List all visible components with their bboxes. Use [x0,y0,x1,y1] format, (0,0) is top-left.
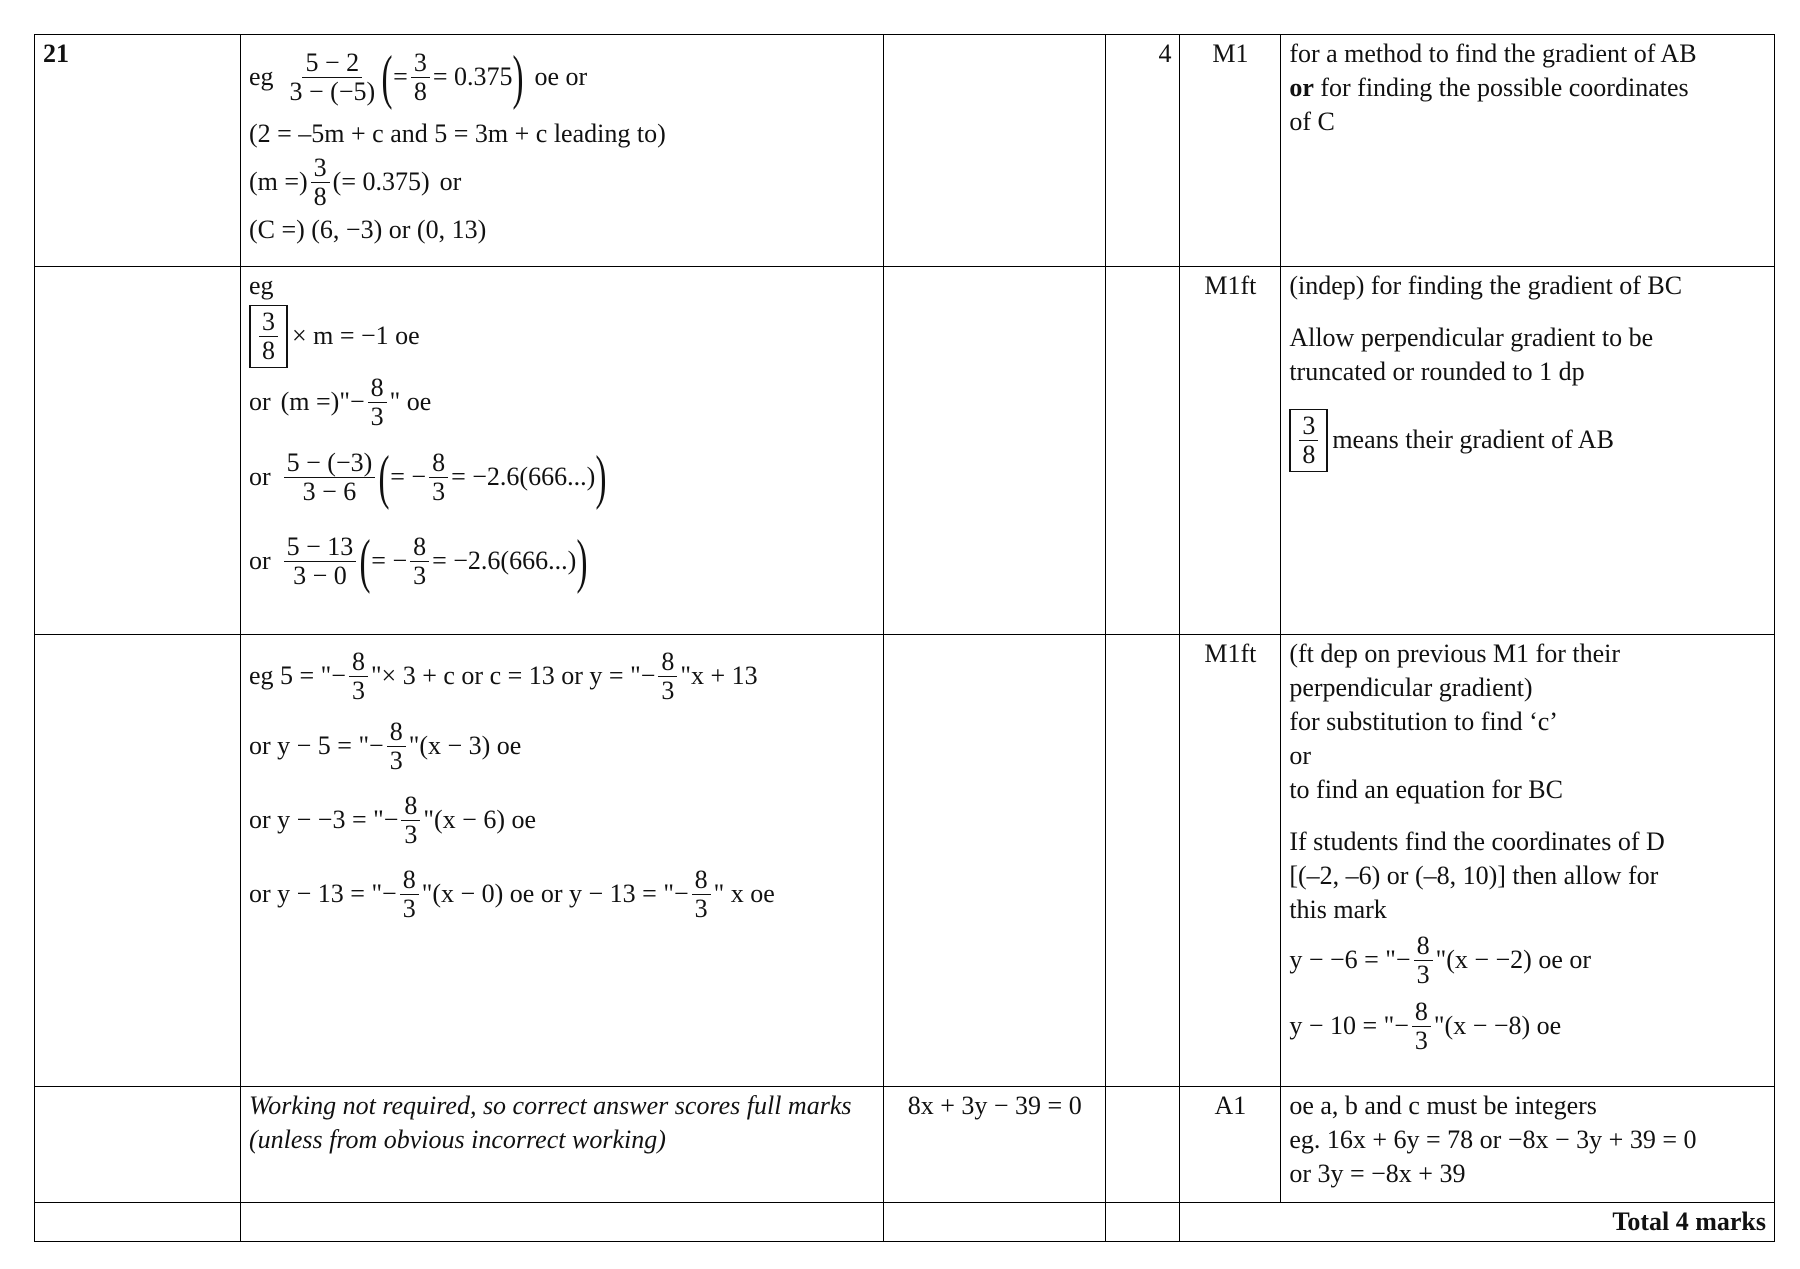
fraction: $\frac{3}{8}$ [311,154,330,211]
table-row [35,1087,1775,1203]
bracket-box: $\frac{3}{8}$ [249,305,288,368]
table-row [35,635,1775,1087]
mark-code: M1ft [1180,267,1281,635]
mark-code: A1 [1180,1087,1281,1203]
answer-cell [884,35,1106,267]
table-row [35,267,1775,635]
notes-cell: oe a, b and c must be integers eg. 16x + 6y = 78 or −8x − 3y + 39 = 0 or 3y = −8x + 39 [1281,1087,1775,1203]
mark-scheme-table [34,34,1775,1242]
table-row [35,35,1775,267]
notes-cell: (ft dep on previous M1 for their perpendicular gradient) for substitution to find ‘c’ or to find an equation for BC If students find the coordinates of D [(–2, –6) or (–8, 10)] then allow for this mark y − −6 = "− $\frac{8}{3}$ "(x − −2) oe or y − 10 = "− $\frac{8}{3}$ "(x − −8) oe [1281,635,1775,1087]
table-row [35,1203,1775,1242]
working-cell: eg $\frac{5 - 2}{3 - (-5)}$ ( = $\frac{3}{8}$ = 0.375 ) oe or (2 = –5m + c and 5 = 3m + c leading to) (m =) $\frac{3}{8}$ (= 0.375) or (C =) (6, −3) or (0, 13) [240,35,883,267]
bracket-box: $\frac{3}{8}$ [1289,409,1328,472]
mark-code: M1ft [1180,635,1281,1087]
fraction: $\frac{5 - 2}{3 - (-5)}$ [289,47,376,106]
working-cell: eg 5 = "− $\frac{8}{3}$ "× 3 + c or c = 13 or y = "− $\frac{8}{3}$ "x + 13 or y − 5 = "− $\frac{8}{3}$ "(x − 3) oe or y − −3 = "− $\frac{8}{3}$ "(x − 6) oe or y − 13 = "− $\frac{8}{3}$ "(x − 0) oe or y − 13 = "− $\frac{8}{3}$ " x oe [240,635,883,1087]
fraction: $\frac{3}{8}$ [411,49,430,106]
working-note: Working not required, so correct answer scores full marks (unless from obvious incorrect working) [240,1087,883,1203]
notes-cell: for a method to find the gradient of AB or for finding the possible coordinates of C [1281,35,1775,267]
notes-cell: (indep) for finding the gradient of BC Allow perpendicular gradient to be truncated or rounded to 1 dp $\frac{3}{8}$ means their gradient of AB [1281,267,1775,635]
mark-code: M1 [1180,35,1281,267]
answer-cell: 8x + 3y − 39 = 0 [884,1087,1106,1203]
working-cell: eg $\frac{3}{8}$ × m = −1 oe or (m =)"− $\frac{8}{3}$ " oe or $\frac{5 - (-3)}{3 - 6}$ ( = − $\frac{8}{3}$ = −2.6(666...) ) or $\frac{5 - 13}{3 - 0}$ ( = − $\frac{8}{3}$ = −2.6(666...) ) [240,267,883,635]
total-marks: Total 4 marks [1180,1203,1775,1242]
marks-cell: 4 [1106,35,1180,267]
question-number: 21 [35,35,241,267]
